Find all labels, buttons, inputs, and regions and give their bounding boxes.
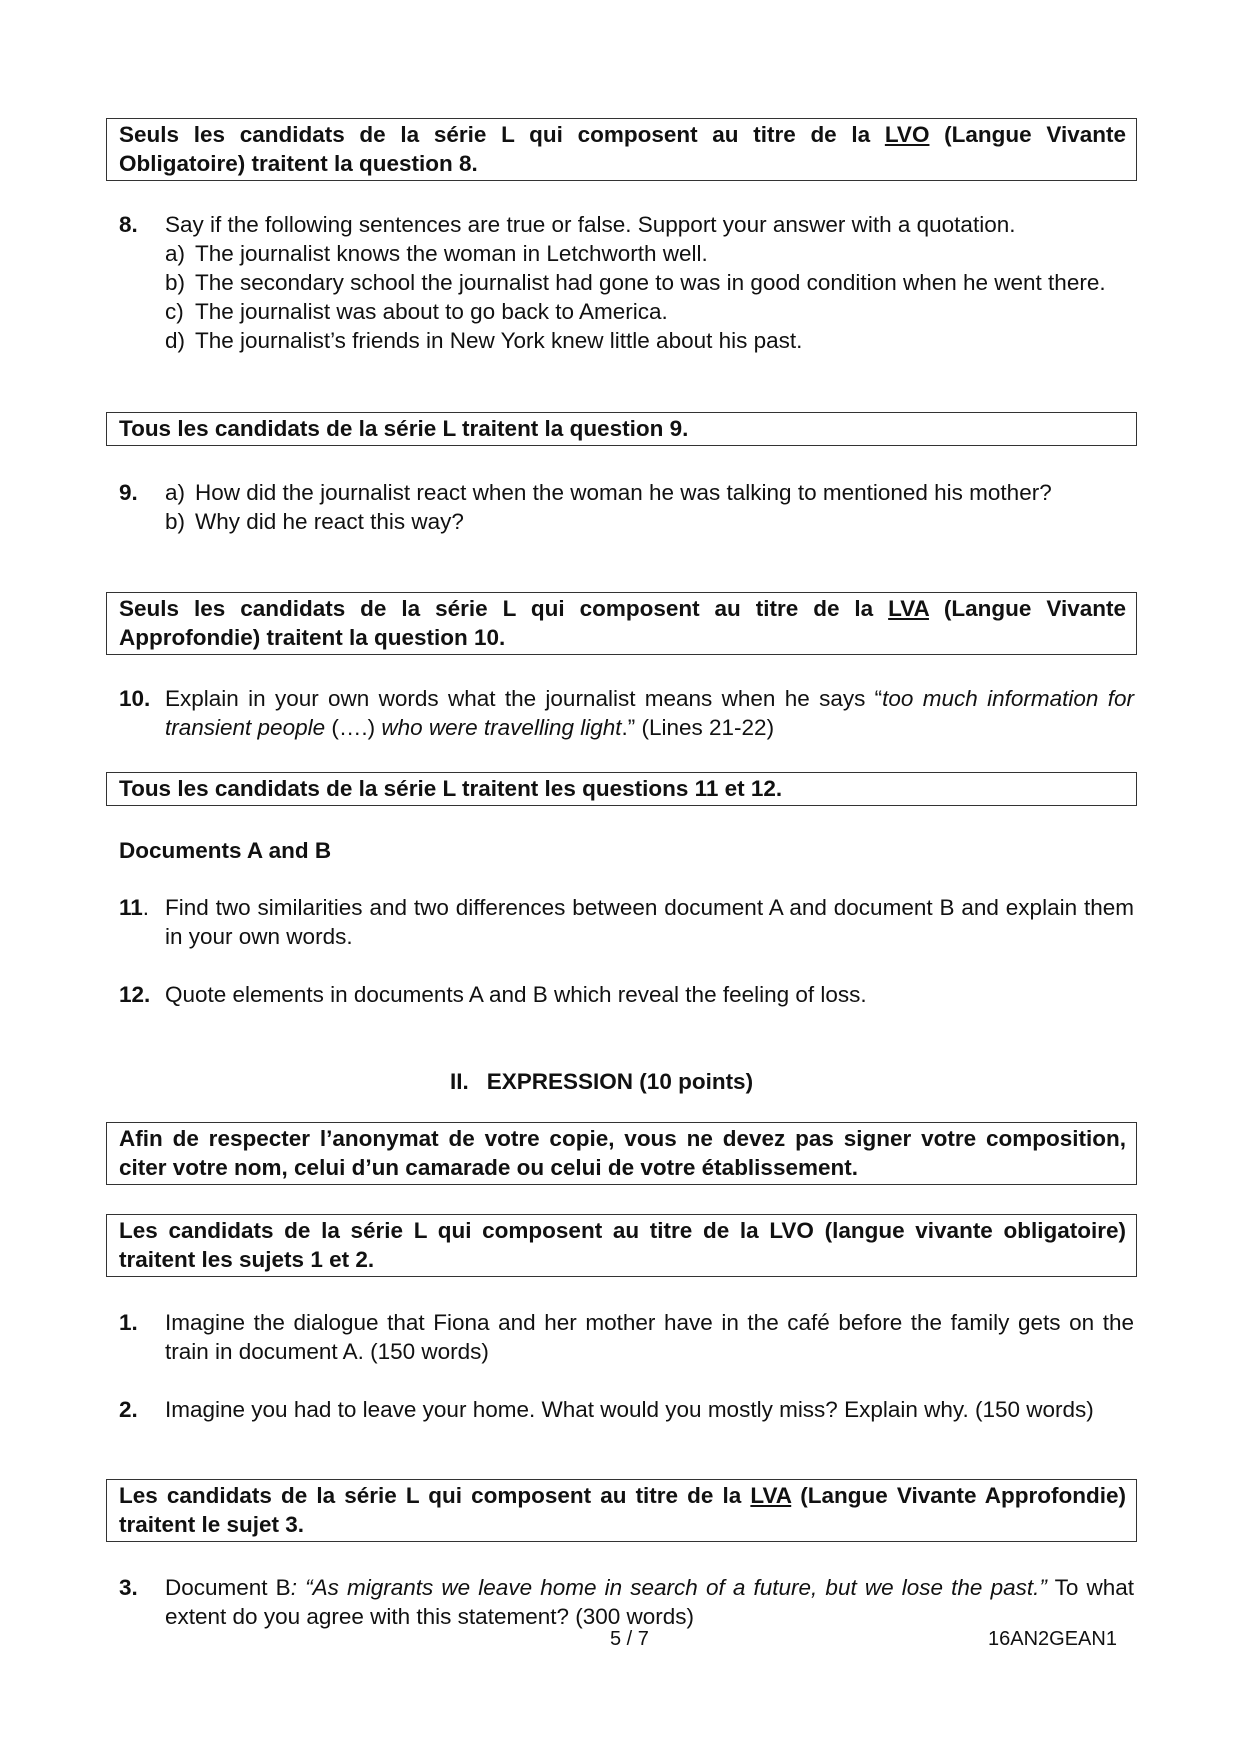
page-number: 5 / 7 xyxy=(610,1628,649,1650)
subject-text: Document B: “As migrants we leave home in search of a future, but we lose the past.” To what extent do you agree with this statement? (300 words) xyxy=(165,1575,1135,1629)
instruction-box-q10: Seuls les candidats de la série L qui composent au titre de la LVA (Langue Vivante Approfondie) traitent la question 10. xyxy=(106,592,1137,655)
documents-heading: Documents A and B xyxy=(119,838,332,863)
subject-2 xyxy=(119,1395,1134,1424)
list-item: b) The secondary school the journalist had gone to was in good condition when he went there. xyxy=(165,270,1106,295)
anonymity-notice: Afin de respecter l’anonymat de votre copie, vous ne devez pas signer votre composition, citer votre nom, celui d’un camarade ou celui de votre établissement. xyxy=(106,1122,1137,1185)
instruction-box-q9: Tous les candidats de la série L traitent la question 9. xyxy=(106,412,1137,446)
instruction-box-q11-12: Tous les candidats de la série L traitent les questions 11 et 12. xyxy=(106,772,1137,806)
subject-3 xyxy=(119,1573,1134,1631)
question-number: 11. xyxy=(119,895,150,920)
question-text: Say if the following sentences are true or false. Support your answer with a quotation. xyxy=(165,212,1016,237)
subject-text: Imagine you had to leave your home. What would you mostly miss? Explain why. (150 words) xyxy=(165,1397,1094,1422)
section-heading: II. EXPRESSION (10 points) xyxy=(450,1069,754,1094)
question-number: 9. xyxy=(119,480,138,505)
question-text: Quote elements in documents A and B which reveal the feeling of loss. xyxy=(165,982,867,1007)
question-9 xyxy=(119,478,1134,536)
question-text: Explain in your own words what the journalist means when he says “too much information for transient people (….) who were travelling light.” (Lines 21-22) xyxy=(165,686,1134,740)
subject-text: Imagine the dialogue that Fiona and her mother have in the café before the family gets on the train in document A. (150 words) xyxy=(165,1310,1134,1364)
document-code: 16AN2GEAN1 xyxy=(988,1628,1117,1650)
subject-1 xyxy=(119,1308,1134,1366)
question-10 xyxy=(119,684,1134,742)
list-item: d) The journalist’s friends in New York knew little about his past. xyxy=(165,328,803,353)
question-12 xyxy=(119,980,1134,1009)
question-number: 12. xyxy=(119,982,151,1007)
question-11 xyxy=(119,893,1134,951)
list-item: a) How did the journalist react when the woman he was talking to mentioned his mother? xyxy=(165,480,1052,505)
subject-number: 2. xyxy=(119,1397,138,1422)
question-8 xyxy=(119,210,1134,355)
list-item: b) Why did he react this way? xyxy=(165,509,464,534)
question-text: Find two similarities and two differences between document A and document B and explain them in your own words. xyxy=(165,895,1134,949)
question-number: 10. xyxy=(119,686,151,711)
list-item: a) The journalist knows the woman in Letchworth well. xyxy=(165,241,708,266)
instruction-box-subjects-1-2: Les candidats de la série L qui composent au titre de la LVO (langue vivante obligatoire) traitent les sujets 1 et 2. xyxy=(106,1214,1137,1277)
subject-number: 3. xyxy=(119,1575,138,1600)
subject-number: 1. xyxy=(119,1310,138,1335)
list-item: c) The journalist was about to go back to America. xyxy=(165,299,668,324)
instruction-box-subject-3: Les candidats de la série L qui composent au titre de la LVA (Langue Vivante Approfondie) traitent le sujet 3. xyxy=(106,1479,1137,1542)
instruction-box-q8: Seuls les candidats de la série L qui composent au titre de la LVO (Langue Vivante Obligatoire) traitent la question 8. xyxy=(106,118,1137,181)
question-number: 8. xyxy=(119,212,138,237)
